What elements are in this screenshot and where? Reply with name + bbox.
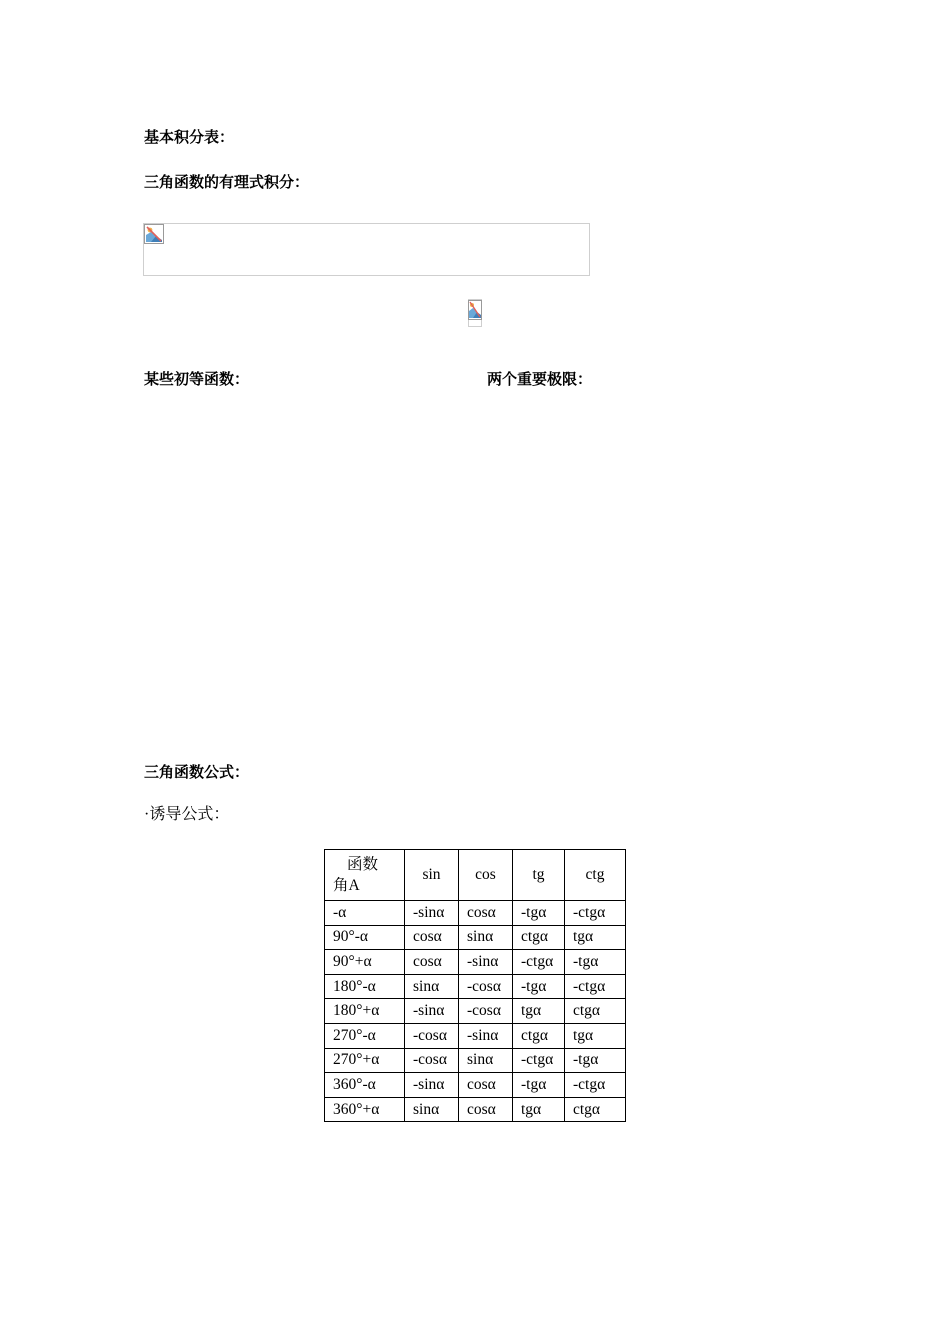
column-header: ctg bbox=[565, 850, 626, 901]
table-cell: 180°-α bbox=[325, 974, 405, 999]
table-cell: cosα bbox=[459, 1073, 513, 1098]
table-cell: -ctgα bbox=[513, 950, 565, 975]
induction-formula-label: ·诱导公式： bbox=[144, 806, 230, 823]
table-cell: cosα bbox=[405, 925, 459, 950]
table-row bbox=[325, 1073, 626, 1098]
heading-trig-formulas: 三角函数公式： bbox=[144, 763, 250, 781]
corner-angle-label: 角A bbox=[333, 877, 360, 894]
table-cell: -cosα bbox=[459, 999, 513, 1024]
table-cell: -cosα bbox=[459, 974, 513, 999]
table-cell: ctgα bbox=[565, 999, 626, 1024]
table-corner-cell bbox=[325, 850, 405, 901]
table-row bbox=[325, 1048, 626, 1073]
table-row bbox=[325, 950, 626, 975]
table-cell: tgα bbox=[565, 925, 626, 950]
table-cell: -tgα bbox=[565, 1048, 626, 1073]
corner-function-label: 函数 bbox=[347, 856, 379, 873]
table-cell: sinα bbox=[405, 1097, 459, 1122]
table-cell: -sinα bbox=[405, 1073, 459, 1098]
table-cell: sinα bbox=[405, 974, 459, 999]
table-cell: -sinα bbox=[459, 1023, 513, 1048]
table-cell: 90°-α bbox=[325, 925, 405, 950]
table-cell: ctgα bbox=[513, 1023, 565, 1048]
table-cell: cosα bbox=[459, 901, 513, 926]
column-header: tg bbox=[513, 850, 565, 901]
table-cell: -ctgα bbox=[565, 974, 626, 999]
broken-image-icon bbox=[144, 224, 164, 244]
table-cell: -α bbox=[325, 901, 405, 926]
table-cell: tgα bbox=[513, 1097, 565, 1122]
table-cell: ctgα bbox=[565, 1097, 626, 1122]
heading-elementary-functions: 某些初等函数： bbox=[144, 370, 250, 388]
table-cell: -tgα bbox=[513, 901, 565, 926]
table-cell: -ctgα bbox=[565, 1073, 626, 1098]
table-cell: -cosα bbox=[405, 1048, 459, 1073]
table-cell: 180°+α bbox=[325, 999, 405, 1024]
table-cell: 270°+α bbox=[325, 1048, 405, 1073]
table-cell: -ctgα bbox=[565, 901, 626, 926]
table-cell: tgα bbox=[565, 1023, 626, 1048]
table-cell: -tgα bbox=[513, 974, 565, 999]
table-cell: -sinα bbox=[405, 999, 459, 1024]
table-cell: ctgα bbox=[513, 925, 565, 950]
heading-two-limits: 两个重要极限： bbox=[487, 370, 593, 388]
table-cell: 270°-α bbox=[325, 1023, 405, 1048]
induction-formula-table bbox=[324, 849, 626, 1122]
heading-basic-integrals: 基本积分表： bbox=[144, 128, 235, 146]
heading-rational-trig-integrals: 三角函数的有理式积分： bbox=[144, 173, 310, 191]
table-cell: 360°-α bbox=[325, 1073, 405, 1098]
table-cell: cosα bbox=[459, 1097, 513, 1122]
table-row bbox=[325, 999, 626, 1024]
table-cell: tgα bbox=[513, 999, 565, 1024]
table-row bbox=[325, 925, 626, 950]
table-cell: 90°+α bbox=[325, 950, 405, 975]
table-header-row bbox=[325, 850, 626, 901]
column-header: cos bbox=[459, 850, 513, 901]
table-row bbox=[325, 974, 626, 999]
table-row bbox=[325, 901, 626, 926]
table-row bbox=[325, 1097, 626, 1122]
table-cell: sinα bbox=[459, 925, 513, 950]
broken-image-icon bbox=[468, 300, 482, 320]
table-cell: -ctgα bbox=[513, 1048, 565, 1073]
table-row bbox=[325, 1023, 626, 1048]
table-cell: -cosα bbox=[405, 1023, 459, 1048]
table-cell: -tgα bbox=[513, 1073, 565, 1098]
table-cell: -sinα bbox=[459, 950, 513, 975]
small-image-frame bbox=[468, 299, 482, 327]
table-cell: cosα bbox=[405, 950, 459, 975]
column-header: sin bbox=[405, 850, 459, 901]
table-cell: 360°+α bbox=[325, 1097, 405, 1122]
table-cell: -sinα bbox=[405, 901, 459, 926]
table-cell: -tgα bbox=[565, 950, 626, 975]
table-cell: sinα bbox=[459, 1048, 513, 1073]
formula-image-frame bbox=[143, 223, 590, 276]
